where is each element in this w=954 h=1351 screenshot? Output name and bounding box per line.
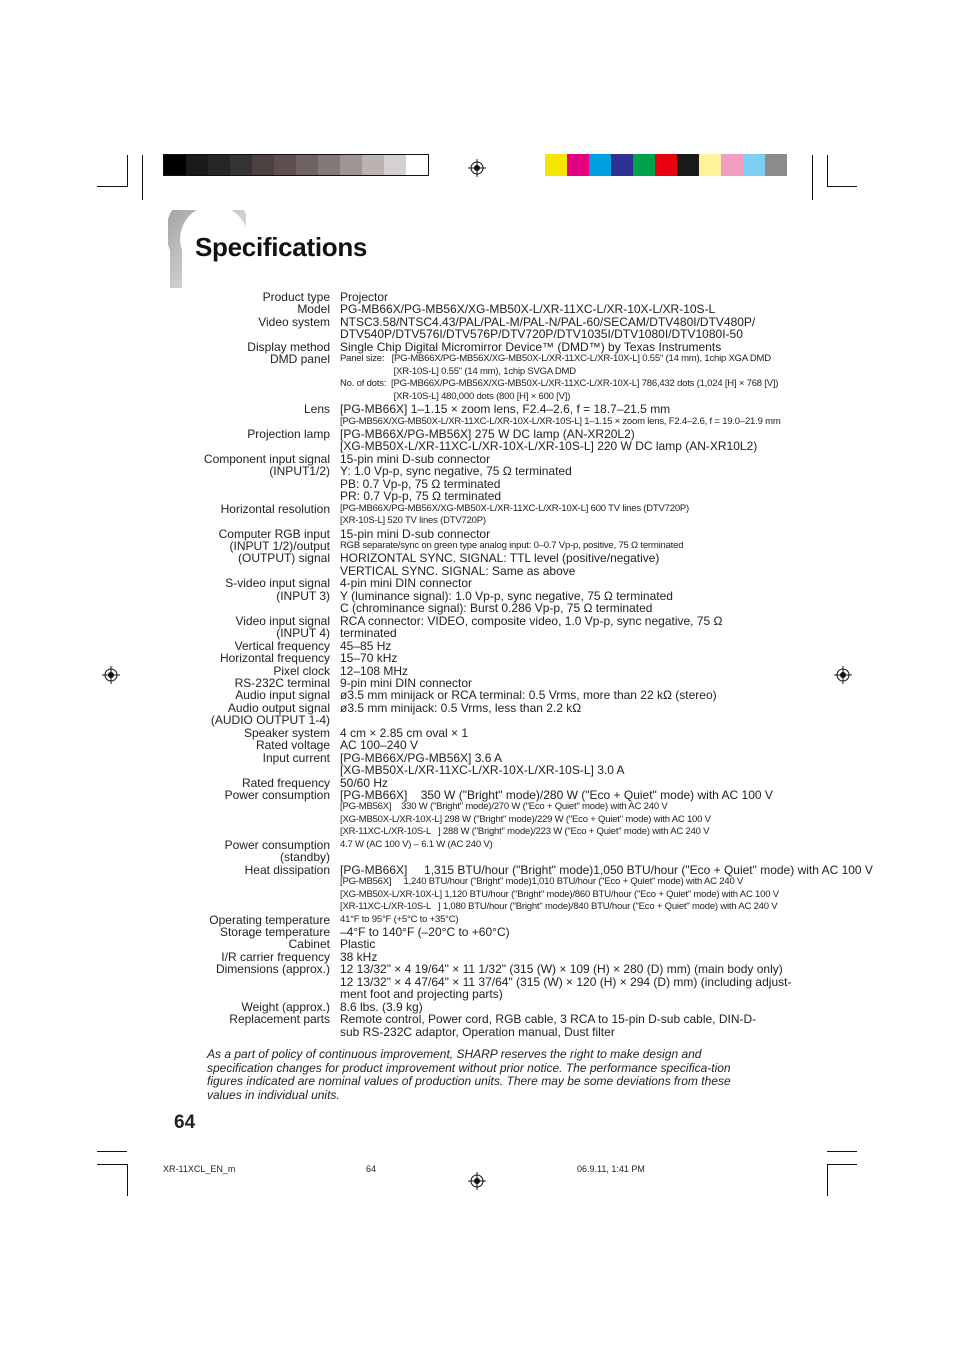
color-swatch bbox=[699, 154, 721, 176]
spec-label: Display method bbox=[247, 339, 330, 354]
footer-file: XR-11XCL_EN_m bbox=[163, 1164, 236, 1174]
color-swatch bbox=[340, 155, 362, 175]
spec-label: (INPUT 4) bbox=[276, 626, 330, 641]
spec-value: 38 kHz bbox=[340, 949, 378, 964]
spec-value: [XR-11XC-L/XR-10S-L ] 1,080 BTU/hour ("Bright" mode)/840 BTU/hour ("Eco + Quiet" mode) with AC 240 V bbox=[340, 901, 778, 913]
color-bar bbox=[545, 154, 787, 176]
spec-label: Audio output signal bbox=[227, 700, 330, 715]
color-swatch bbox=[274, 155, 296, 175]
spec-value: [XG-MB50X-L/XR-10X-L] 298 W ("Bright" mode)/229 W ("Eco + Quiet" mode) with AC 100 V bbox=[340, 813, 711, 825]
spec-value: RGB separate/sync on green type analog input: 0–0.7 Vp-p, positive, 75 Ω terminated bbox=[340, 540, 684, 551]
spec-value: PG-MB66X/PG-MB56X/XG-MB50X-L/XR-11XC-L/XR-10X-L/XR-10S-L bbox=[340, 302, 716, 317]
spec-value: 15-pin mini D-sub connector bbox=[340, 526, 491, 541]
spec-value: [PG-MB66X/PG-MB56X/XG-MB50X-L/XR-11XC-L/XR-10X-L] 600 TV lines (DTV720P) bbox=[340, 502, 690, 514]
spec-value: ø3.5 mm minijack: 0.5 Vrms, less than 2.2 kΩ bbox=[340, 700, 582, 715]
spec-value: [XG-MB50X-L/XR-11XC-L/XR-10X-L/XR-10S-L] 3.0 A bbox=[340, 763, 625, 778]
spec-label: Weight (approx.) bbox=[241, 999, 330, 1014]
spec-label: Horizontal resolution bbox=[220, 501, 330, 516]
spec-value: Plastic bbox=[340, 937, 376, 952]
spec-label: Component input signal bbox=[203, 451, 330, 466]
color-swatch bbox=[677, 154, 699, 176]
spec-label: Operating temperature bbox=[209, 912, 330, 927]
spec-value: 4 cm × 2.85 cm oval × 1 bbox=[340, 725, 469, 740]
spec-value: ø3.5 mm minijack or RCA terminal: 0.5 Vrms, more than 22 kΩ (stereo) bbox=[340, 688, 717, 703]
color-swatch bbox=[655, 154, 677, 176]
spec-label: Horizontal frequency bbox=[219, 651, 330, 666]
color-swatch bbox=[721, 154, 743, 176]
spec-value: terminated bbox=[340, 626, 397, 641]
color-swatch bbox=[545, 154, 567, 176]
color-swatch bbox=[633, 154, 655, 176]
spec-label: (INPUT 3) bbox=[276, 588, 330, 603]
spec-value: [XR-11XC-L/XR-10S-L ] 288 W ("Bright" mode)/223 W ("Eco + Quiet" mode) with AC 240 V bbox=[340, 826, 710, 838]
spec-value: 50/60 Hz bbox=[340, 775, 389, 790]
spec-label: Lens bbox=[303, 402, 330, 417]
spec-value: [PG-MB56X] 1,240 BTU/hour ("Bright" mode)1,010 BTU/hour ("Eco + Quiet" mode) with AC 240 V bbox=[340, 876, 744, 888]
color-swatch bbox=[765, 154, 787, 176]
spec-label: Power consumption bbox=[224, 788, 330, 802]
grayscale-bar bbox=[163, 154, 429, 176]
spec-label: Model bbox=[297, 302, 330, 317]
spec-value: [PG-MB66X] 350 W ("Bright" mode)/280 W ("Eco + Quiet" mode) with AC 100 V bbox=[340, 788, 773, 802]
spec-value: 45–85 Hz bbox=[340, 638, 392, 653]
registration-mark-icon bbox=[468, 1172, 486, 1190]
spec-label: (standby) bbox=[279, 850, 330, 865]
color-swatch bbox=[230, 155, 252, 175]
color-swatch bbox=[296, 155, 318, 175]
spec-value: [XR-10S-L] 520 TV lines (DTV720P) bbox=[340, 515, 486, 527]
color-swatch bbox=[567, 154, 589, 176]
spec-value: [XR-10S-L] 480,000 dots (800 [H] × 600 [V]) bbox=[340, 390, 571, 402]
spec-label: Rated frequency bbox=[241, 775, 330, 790]
spec-label: Heat dissipation bbox=[244, 862, 330, 877]
spec-value: No. of dots: [PG-MB66X/PG-MB56X/XG-MB50X-L/XR-11XC-L/XR-10X-L] 786,432 dots (1,024 [H] × 768 [V]) bbox=[340, 378, 779, 390]
spec-value: [PG-MB66X/PG-MB56X] 275 W DC lamp (AN-XR20L2) bbox=[340, 426, 635, 441]
spec-value: Remote control, Power cord, RGB cable, 3 RCA to 15-pin D-sub cable, DIN-D- bbox=[340, 1012, 757, 1027]
color-swatch bbox=[252, 155, 274, 175]
color-swatch bbox=[318, 155, 340, 175]
registration-mark-icon bbox=[834, 666, 852, 684]
spec-label: Rated voltage bbox=[255, 738, 330, 753]
disclaimer-note: As a part of policy of continuous improvement, SHARP reserves the right to make design and specification changes for product improvement without prior notice. The performance specifica-tion figures indicated are nominal values of production units. There may be some deviations from these values in individual units. bbox=[207, 1047, 731, 1102]
spec-value: DTV540P/DTV576I/DTV576P/DTV720P/DTV1035I/DTV1080I/DTV1080I-50 bbox=[340, 327, 743, 342]
spec-value: –4°F to 140°F (–20°C to +60°C) bbox=[340, 924, 510, 939]
spec-value: [PG-MB66X] 1,315 BTU/hour ("Bright" mode)1,050 BTU/hour ("Eco + Quiet" mode) with AC 100 V bbox=[340, 862, 873, 877]
spec-label: DMD panel bbox=[269, 352, 330, 367]
spec-value: 9-pin mini DIN connector bbox=[340, 675, 473, 690]
spec-label: RS-232C terminal bbox=[234, 675, 330, 690]
spec-value: [PG-MB56X] 330 W ("Bright" mode)/270 W ("Eco + Quiet" mode) with AC 240 V bbox=[340, 801, 668, 813]
spec-label: Dimensions (approx.) bbox=[215, 962, 330, 977]
spec-value: [PG-MB66X/PG-MB56X] 3.6 A bbox=[340, 750, 503, 765]
color-swatch bbox=[384, 155, 406, 175]
color-swatch bbox=[743, 154, 765, 176]
color-swatch bbox=[164, 155, 186, 175]
spec-value: 4-pin mini DIN connector bbox=[340, 576, 473, 591]
page-number: 64 bbox=[174, 1112, 196, 1133]
spec-label: Cabinet bbox=[288, 937, 330, 952]
spec-value: C (chrominance signal): Burst 0.286 Vp-p, 75 Ω terminated bbox=[340, 601, 653, 616]
spec-value: 4.7 W (AC 100 V) – 6.1 W (AC 240 V) bbox=[340, 838, 493, 850]
spec-value: ment foot and projecting parts) bbox=[340, 987, 503, 1002]
spec-value: PR: 0.7 Vp-p, 75 Ω terminated bbox=[340, 489, 502, 504]
spec-value: [XG-MB50X-L/XR-10X-L] 1,120 BTU/hour ("Bright" mode)/860 BTU/hour ("Eco + Quiet" mode) with AC 100 V bbox=[340, 888, 779, 900]
spec-value: [PG-MB56X/XG-MB50X-L/XR-11XC-L/XR-10X-L/XR-10S-L] 1–1.15 × zoom lens, F2.4–2.6, f = 19.0–21.9 mm bbox=[340, 415, 781, 427]
spec-value: NTSC3.58/NTSC4.43/PAL/PAL-M/PAL-N/PAL-60/SECAM/DTV480I/DTV480P/ bbox=[340, 314, 756, 329]
spec-label: I/R carrier frequency bbox=[221, 949, 330, 964]
spec-label: Audio input signal bbox=[235, 688, 330, 703]
spec-value: 12 13/32" × 4 47/64" × 11 37/64" (315 (W) × 120 (H) × 294 (D) mm) (including adjust- bbox=[340, 974, 792, 989]
spec-label: Vertical frequency bbox=[234, 638, 330, 653]
color-swatch bbox=[186, 155, 208, 175]
spec-value: 15-pin mini D-sub connector bbox=[340, 451, 491, 466]
spec-value: [XR-10S-L] 0.55" (14 mm), 1chip SVGA DMD bbox=[340, 365, 576, 377]
spec-label: Video input signal bbox=[235, 613, 330, 628]
registration-mark-icon bbox=[102, 666, 120, 684]
spec-value: 12–108 MHz bbox=[340, 663, 409, 678]
color-swatch bbox=[611, 154, 633, 176]
spec-value: AC 100–240 V bbox=[340, 738, 419, 753]
spec-value: Projector bbox=[340, 290, 389, 304]
spec-label: Speaker system bbox=[243, 725, 330, 740]
spec-label: S-video input signal bbox=[225, 576, 330, 591]
color-swatch bbox=[589, 154, 611, 176]
spec-value: RCA connector: VIDEO, composite video, 1.0 Vp-p, sync negative, 75 Ω bbox=[340, 613, 723, 628]
spec-value: HORIZONTAL SYNC. SIGNAL: TTL level (positive/negative) bbox=[340, 551, 660, 566]
spec-label: Input current bbox=[262, 750, 330, 765]
spec-value: PB: 0.7 Vp-p, 75 Ω terminated bbox=[340, 476, 501, 491]
spec-value: Y (luminance signal): 1.0 Vp-p, sync negative, 75 Ω terminated bbox=[340, 588, 673, 603]
spec-value: Single Chip Digital Micromirror Device™ (DMD™) by Texas Instruments bbox=[340, 339, 722, 354]
color-swatch bbox=[362, 155, 384, 175]
color-swatch bbox=[406, 155, 428, 175]
registration-mark-icon bbox=[468, 159, 486, 177]
spec-value: Panel size: [PG-MB66X/PG-MB56X/XG-MB50X-L/XR-11XC-L/XR-10X-L] 0.55" (14 mm), 1chip XGA DMD bbox=[340, 353, 771, 365]
spec-label: (INPUT 1/2)/output bbox=[229, 539, 330, 553]
spec-label: Storage temperature bbox=[219, 924, 330, 939]
spec-value: sub RS-232C adaptor, Operation manual, Dust filter bbox=[340, 1024, 615, 1039]
spec-value: [XG-MB50X-L/XR-11XC-L/XR-10X-L/XR-10S-L] 220 W DC lamp (AN-XR10L2) bbox=[340, 439, 758, 454]
spec-label: Replacement parts bbox=[229, 1012, 330, 1027]
spec-value: Y: 1.0 Vp-p, sync negative, 75 Ω terminated bbox=[340, 464, 572, 479]
spec-label: Power consumption bbox=[224, 837, 330, 852]
spec-label: (AUDIO OUTPUT 1-4) bbox=[210, 713, 330, 728]
spec-value: [PG-MB66X] 1–1.15 × zoom lens, F2.4–2.6, f = 18.7–21.5 mm bbox=[340, 402, 671, 417]
page-title: Specifications bbox=[195, 232, 368, 262]
spec-label: Video system bbox=[258, 314, 330, 329]
spec-value: VERTICAL SYNC. SIGNAL: Same as above bbox=[340, 563, 576, 578]
footer-date: 06.9.11, 1:41 PM bbox=[577, 1164, 645, 1174]
spec-label: Product type bbox=[262, 290, 330, 304]
color-swatch bbox=[208, 155, 230, 175]
spec-value: 15–70 kHz bbox=[340, 651, 398, 666]
spec-value: 12 13/32" × 4 19/64" × 11 1/32" (315 (W) × 109 (H) × 280 (D) mm) (main body only) bbox=[340, 962, 783, 977]
spec-label: (OUTPUT) signal bbox=[237, 551, 330, 566]
spec-value: 41°F to 95°F (+5°C to +35°C) bbox=[340, 913, 459, 925]
spec-label: Computer RGB input bbox=[218, 526, 330, 541]
spec-label: (INPUT1/2) bbox=[269, 464, 330, 479]
spec-value: 8.6 lbs. (3.9 kg) bbox=[340, 999, 423, 1014]
footer-page: 64 bbox=[366, 1164, 377, 1174]
spec-label: Pixel clock bbox=[273, 663, 330, 678]
spec-label: Projection lamp bbox=[247, 426, 330, 441]
